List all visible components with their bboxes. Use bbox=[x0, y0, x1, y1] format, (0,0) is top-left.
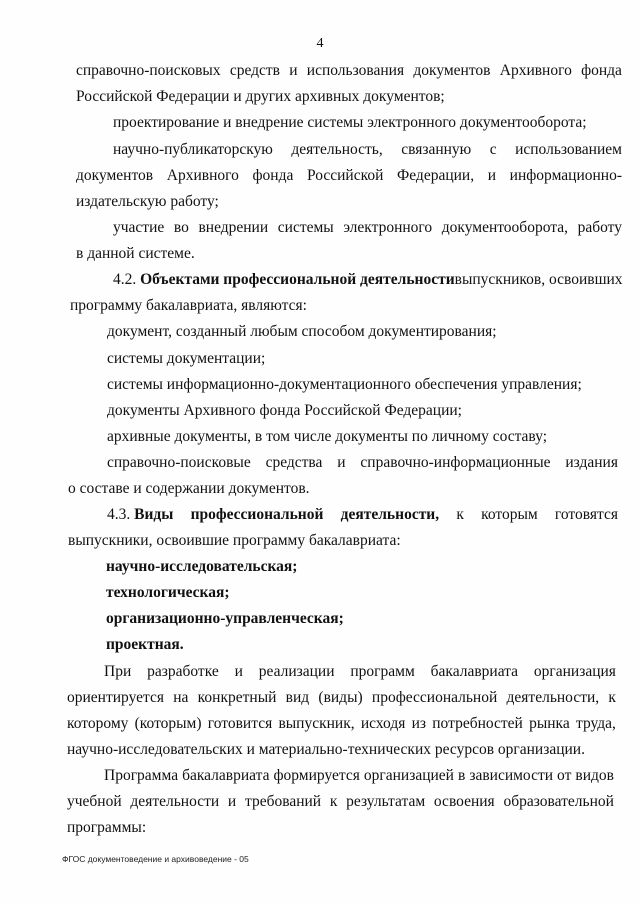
section-4-3-bold-word: профессиональной bbox=[190, 506, 324, 523]
activity-type-item: технологическая; bbox=[106, 584, 230, 601]
word: средства bbox=[265, 454, 323, 471]
word: Программа bbox=[104, 767, 179, 784]
word: (виды) bbox=[318, 689, 363, 706]
section-4-2-item: системы информационно-документационного обеспечения управления; bbox=[107, 376, 582, 393]
word: документов bbox=[76, 167, 154, 184]
word: справочно-поисковые bbox=[107, 454, 251, 471]
word: зависимости bbox=[469, 767, 554, 784]
section-4-2-line-2: программу бакалавриата, являются: bbox=[70, 297, 307, 314]
word: Архивного bbox=[499, 62, 572, 79]
section-4-2-last-item-line-2: о составе и содержании документов. bbox=[68, 480, 310, 497]
word: бакалавриата bbox=[430, 663, 519, 680]
section-4-3-word: которым bbox=[481, 506, 538, 523]
word: формируется bbox=[273, 767, 360, 784]
word: учебной bbox=[67, 793, 122, 810]
paragraph-publishing-line-3: издательскую работу; bbox=[76, 193, 219, 210]
paragraph-publishing-line-2 bbox=[76, 167, 622, 185]
word: требований bbox=[244, 793, 322, 810]
section-4-2-number: 4.2. bbox=[113, 271, 137, 288]
word: Архивного bbox=[166, 167, 239, 184]
word: организацией bbox=[363, 767, 454, 784]
word: конкретный bbox=[197, 689, 277, 706]
word: фонда bbox=[581, 62, 622, 79]
word: справочно-поисковых bbox=[76, 62, 221, 79]
word: вид bbox=[285, 689, 310, 706]
word: использования bbox=[306, 62, 405, 79]
word: Федерации, bbox=[397, 167, 475, 184]
activity-type-item: проектная. bbox=[106, 636, 184, 653]
activity-type-item: организационно-управленческая; bbox=[106, 610, 344, 627]
paragraph-edo-participation-line-1 bbox=[113, 219, 622, 237]
word: труда, bbox=[575, 715, 616, 732]
section-4-2-item: документ, созданный любым способом документирования; bbox=[107, 323, 497, 340]
word: связанную bbox=[401, 141, 472, 158]
word: внедрении bbox=[198, 219, 269, 236]
word: деятельности bbox=[130, 793, 220, 810]
section-4-2-last-item-line-1 bbox=[107, 454, 618, 472]
word: потребностей bbox=[432, 715, 523, 732]
paragraph-orientation-line-4: научно-исследовательских и материально-технических ресурсов организации. bbox=[67, 741, 585, 758]
word: в bbox=[457, 767, 466, 784]
word: результатам bbox=[346, 793, 426, 810]
paragraph-publishing-line-1 bbox=[113, 141, 622, 159]
word: ориентируется bbox=[67, 689, 164, 706]
word: научно-публикаторскую bbox=[113, 141, 273, 158]
section-4-2-item: документы Архивного фонда Российской Федерации; bbox=[107, 402, 462, 419]
word: и bbox=[487, 167, 497, 184]
paragraph-orientation-line-2 bbox=[67, 689, 616, 707]
word: во bbox=[173, 219, 189, 236]
section-4-3-bold-word: деятельности, bbox=[340, 506, 440, 523]
page-number: 4 bbox=[316, 36, 324, 51]
section-4-2-line-1-rest: выпускников, освоивших bbox=[454, 271, 623, 288]
word: исходя bbox=[360, 715, 406, 732]
word: участие bbox=[113, 219, 165, 236]
paragraph-orientation-line-1 bbox=[104, 663, 616, 681]
word: (которым) bbox=[134, 715, 202, 732]
word: информационно- bbox=[509, 167, 622, 184]
word: с bbox=[489, 141, 497, 158]
paragraph-program-line-2 bbox=[67, 793, 614, 811]
section-4-2-item: системы документации; bbox=[107, 350, 266, 367]
word: и bbox=[227, 793, 237, 810]
section-4-2-title: Объектами профессиональной деятельности bbox=[140, 271, 455, 288]
section-4-3-line-1 bbox=[107, 506, 618, 524]
paragraph-edo-participation-line-2: в данной системе. bbox=[76, 245, 195, 262]
item-edo-design: проектирование и внедрение системы электронного документооборота; bbox=[113, 114, 587, 131]
word: фонда bbox=[252, 167, 294, 184]
word: организация bbox=[533, 663, 616, 680]
word: использованием bbox=[515, 141, 622, 158]
word: работу bbox=[577, 219, 622, 236]
paragraph-orientation-line-3 bbox=[67, 715, 616, 733]
word: видов bbox=[575, 767, 614, 784]
word: При bbox=[104, 663, 132, 680]
word: реализации bbox=[258, 663, 335, 680]
word: освоения bbox=[433, 793, 495, 810]
section-4-3-line-2: выпускники, освоившие программу бакалавриата: bbox=[68, 532, 401, 549]
word: деятельность, bbox=[291, 141, 383, 158]
word: готовится bbox=[207, 715, 273, 732]
word: и bbox=[337, 454, 346, 471]
word: документооборота, bbox=[441, 219, 568, 236]
word: разработке bbox=[147, 663, 219, 680]
word: из bbox=[411, 715, 427, 732]
activity-type-item: научно-исследовательская; bbox=[106, 558, 298, 575]
section-4-3-word: к bbox=[456, 506, 464, 523]
word: которому bbox=[67, 715, 129, 732]
word: программ bbox=[350, 663, 415, 680]
section-4-3-heading bbox=[107, 506, 173, 524]
paragraph-program-line-3: программы: bbox=[67, 819, 147, 836]
word: системы bbox=[277, 219, 334, 236]
word: бакалавриата bbox=[182, 767, 270, 784]
word: справочно-информационные bbox=[360, 454, 551, 471]
word: и bbox=[234, 663, 243, 680]
word: от bbox=[557, 767, 572, 784]
word: к bbox=[608, 689, 616, 706]
section-4-3-bold-word: Виды bbox=[134, 506, 174, 523]
paragraph-archive-search-line-1 bbox=[76, 62, 622, 80]
word: средств bbox=[229, 62, 280, 79]
document-footer: ФГОС документоведение и архивоведение - 05 bbox=[62, 854, 249, 864]
word: профессиональной bbox=[371, 689, 498, 706]
word: и bbox=[289, 62, 298, 79]
word: издания bbox=[565, 454, 618, 471]
word: рынка bbox=[529, 715, 570, 732]
paragraph-program-line-1 bbox=[104, 767, 614, 785]
section-4-2-item: архивные документы, в том числе документы по личному составу; bbox=[107, 428, 548, 445]
paragraph-archive-search-line-2: Российской Федерации и других архивных документов; bbox=[76, 88, 445, 105]
word: деятельности, bbox=[506, 689, 600, 706]
section-4-3-number: 4.3. bbox=[107, 506, 131, 523]
word: к bbox=[329, 793, 338, 810]
word: на bbox=[173, 689, 189, 706]
word: выпускник, bbox=[278, 715, 355, 732]
word: документов bbox=[413, 62, 491, 79]
word: электронного bbox=[343, 219, 433, 236]
section-4-2-line-1 bbox=[113, 271, 622, 289]
section-4-3-word: готовятся bbox=[554, 506, 618, 523]
word: Российской bbox=[306, 167, 384, 184]
word: образовательной bbox=[503, 793, 614, 810]
